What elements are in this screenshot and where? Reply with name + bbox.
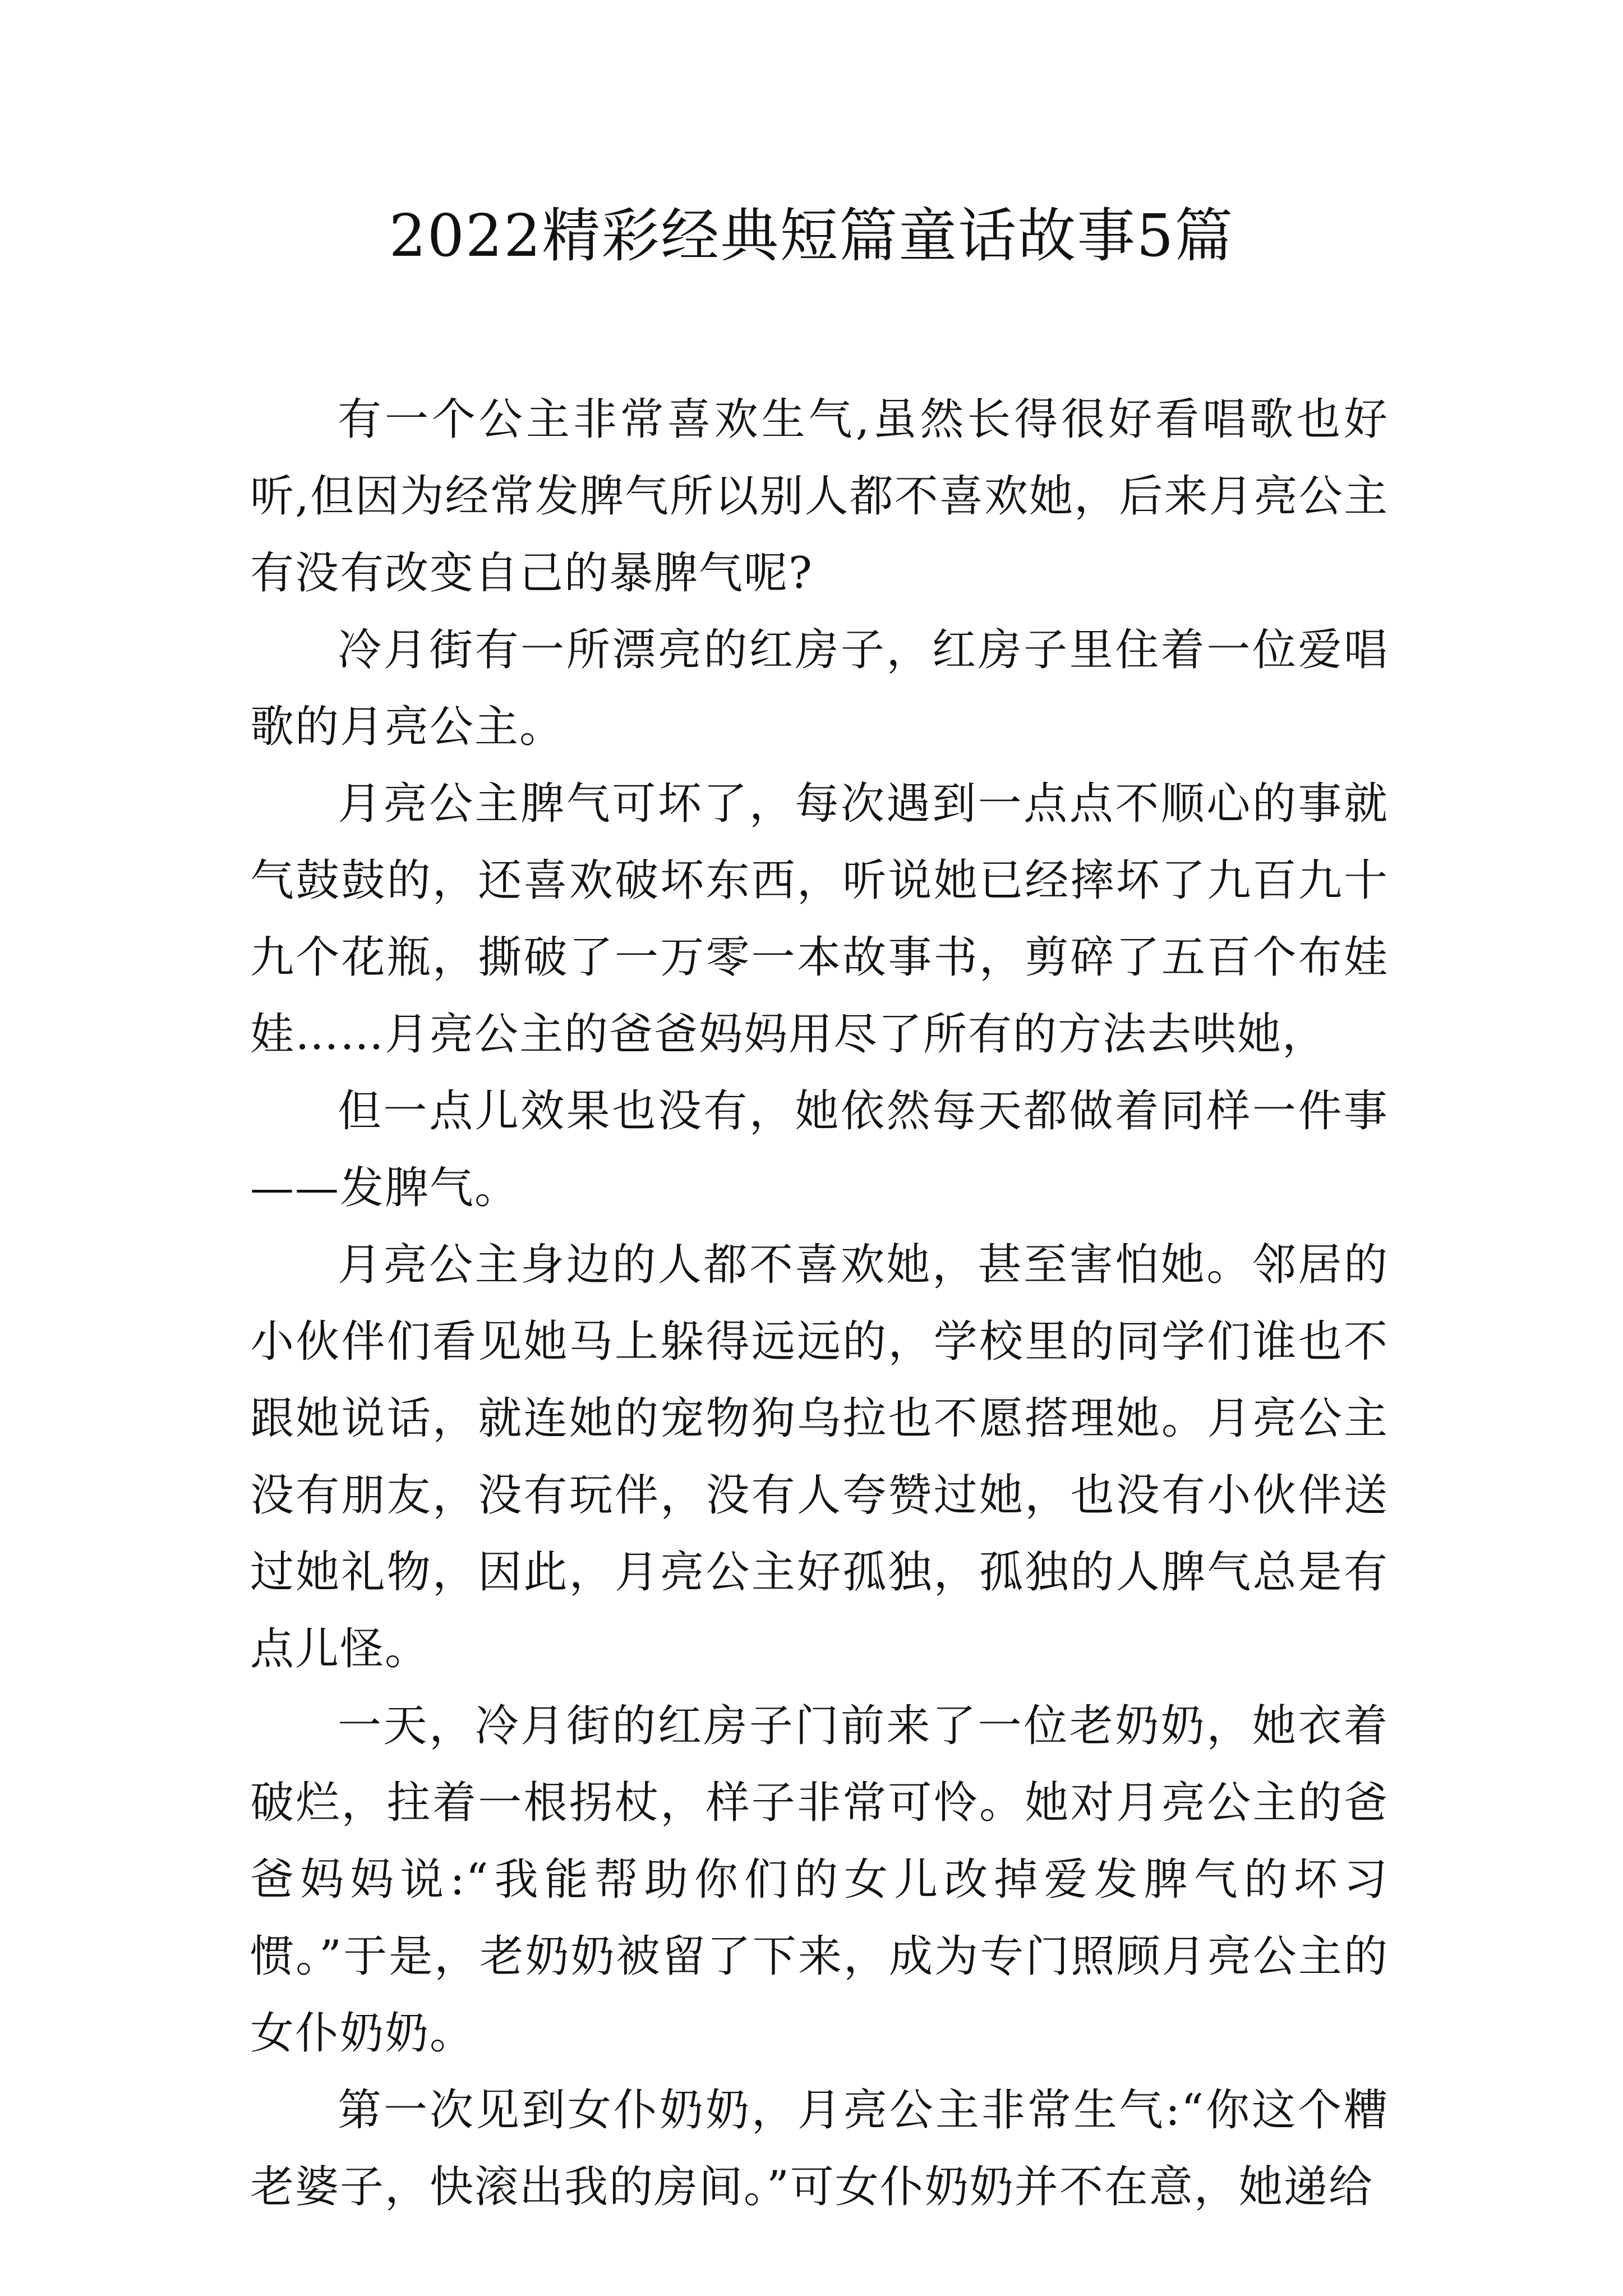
paragraph-1: 有一个公主非常喜欢生气,虽然长得很好看唱歌也好听,但因为经常发脾气所以别人都不喜欢她，后来月亮公主有没有改变自己的暴脾气呢? (250, 394, 1389, 599)
paragraph-2: 冷月街有一所漂亮的红房子，红房子里住着一位爱唱歌的月亮公主。 (250, 625, 1389, 752)
paragraph-4: 但一点儿效果也没有，她依然每天都做着同样一件事——发脾气。 (250, 1086, 1389, 1213)
paragraph-5: 月亮公主身边的人都不喜欢她，甚至害怕她。邻居的小伙伴们看见她马上躲得远远的，学校里的同学们谁也不跟她说话，就连她的宠物狗乌拉也不愿搭理她。月亮公主没有朋友，没有玩伴，没有人夸赞过她，也没有小伙伴送过她礼物，因此，月亮公主好孤独，孤独的人脾气总是有点儿怪。 (250, 1240, 1389, 1674)
paragraph-7: 第一次见到女仆奶奶，月亮公主非常生气:“你这个糟老婆子，快滚出我的房间。”可女仆奶奶并不在意，她递给 (250, 2085, 1389, 2212)
document-body (250, 381, 1389, 2226)
document-title: 2022精彩经典短篇童话故事5篇 (389, 201, 1234, 270)
paragraph-3: 月亮公主脾气可坏了，每次遇到一点点不顺心的事就气鼓鼓的，还喜欢破坏东西，听说她已经摔坏了九百九十九个花瓶，撕破了一万零一本故事书，剪碎了五百个布娃娃……月亮公主的爸爸妈妈用尽了所有的方法去哄她， (250, 779, 1389, 1060)
paragraph-6: 一天，冷月街的红房子门前来了一位老奶奶，她衣着破烂，拄着一根拐杖，样子非常可怜。她对月亮公主的爸爸妈妈说:“我能帮助你们的女儿改掉爱发脾气的坏习惯。”于是，老奶奶被留了下来，成为专门照顾月亮公主的女仆奶奶。 (250, 1701, 1389, 2059)
